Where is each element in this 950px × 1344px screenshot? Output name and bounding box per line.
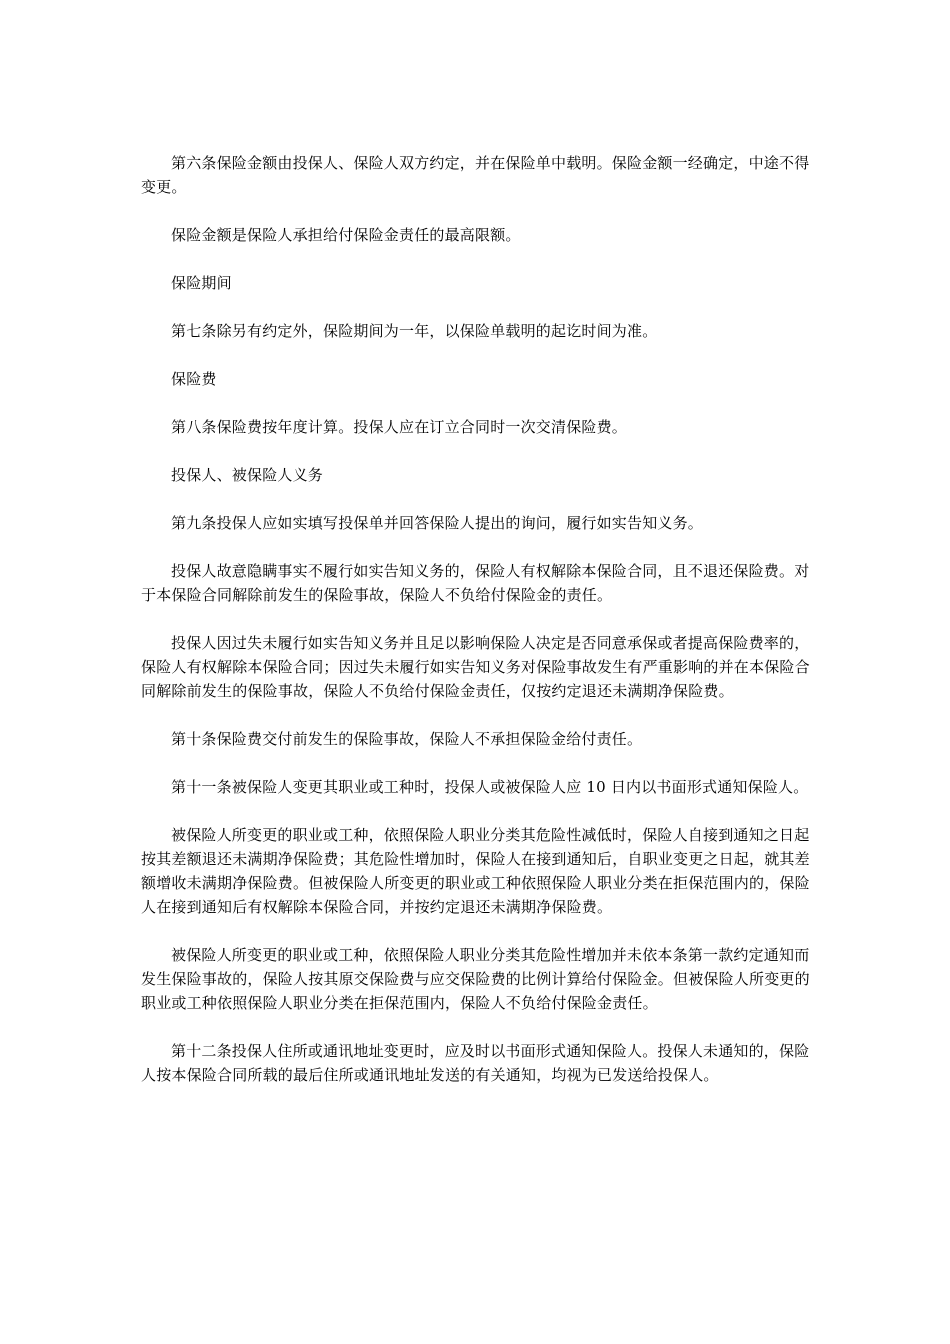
section-heading-obligations: 投保人、被保险人义务 bbox=[171, 466, 324, 484]
paragraph-article-11: 第十一条被保险人变更其职业或工种时，投保人或被保险人应 10 日内以书面形式通知保险人。 bbox=[171, 778, 809, 796]
paragraph-article-8: 第八条保险费按年度计算。投保人应在订立合同时一次交清保险费。 bbox=[171, 418, 628, 436]
section-heading-premium: 保险费 bbox=[171, 370, 217, 388]
paragraph-article-9: 第九条投保人应如实填写投保单并回答保险人提出的询问，履行如实告知义务。 bbox=[171, 514, 704, 532]
paragraph-intentional-concealment: 投保人故意隐瞒事实不履行如实告知义务的，保险人有权解除本保险合同，且不退还保险费。对于本保险合同解除前发生的保险事故，保险人不负给付保险金的责任。 bbox=[141, 562, 810, 604]
paragraph-occupation-change-risk: 被保险人所变更的职业或工种，依照保险人职业分类其危险性减低时，保险人自接到通知之日起按其差额退还未满期净保险费；其危险性增加时，保险人在接到通知后，自职业变更之日起，就其差额增收未满期净保险费。但被保险人所变更的职业或工种依照保险人职业分类在拒保范围内的，保险人在接到通知后有权解除本保险合同，并按约定退还未满期净保险费。 bbox=[141, 826, 810, 916]
paragraph-article-10: 第十条保险费交付前发生的保险事故，保险人不承担保险金给付责任。 bbox=[171, 730, 643, 748]
paragraph-article-7: 第七条除另有约定外，保险期间为一年，以保险单载明的起讫时间为准。 bbox=[171, 322, 658, 340]
document-page bbox=[141, 151, 811, 1111]
paragraph-article-6: 第六条保险金额由投保人、保险人双方约定，并在保险单中载明。保险金额一经确定，中途不得变更。 bbox=[141, 154, 810, 196]
paragraph-negligent-nondisclosure: 投保人因过失未履行如实告知义务并且足以影响保险人决定是否同意承保或者提高保险费率的，保险人有权解除本保险合同；因过失未履行如实告知义务对保险事故发生有严重影响的并在本保险合同解除前发生的保险事故，保险人不负给付保险金责任，仅按约定退还未满期净保险费。 bbox=[141, 634, 810, 700]
paragraph-sum-insured-limit: 保险金额是保险人承担给付保险金责任的最高限额。 bbox=[171, 226, 521, 244]
section-heading-insurance-period: 保险期间 bbox=[171, 274, 232, 292]
paragraph-article-12: 第十二条投保人住所或通讯地址变更时，应及时以书面形式通知保险人。投保人未通知的，保险人按本保险合同所载的最后住所或通讯地址发送的有关通知，均视为已发送给投保人。 bbox=[141, 1042, 810, 1084]
paragraph-occupation-change-unnotified: 被保险人所变更的职业或工种，依照保险人职业分类其危险性增加并未依本条第一款约定通知而发生保险事故的，保险人按其原交保险费与应交保险费的比例计算给付保险金。但被保险人所变更的职业或工种依照保险人职业分类在拒保范围内，保险人不负给付保险金责任。 bbox=[141, 946, 810, 1012]
